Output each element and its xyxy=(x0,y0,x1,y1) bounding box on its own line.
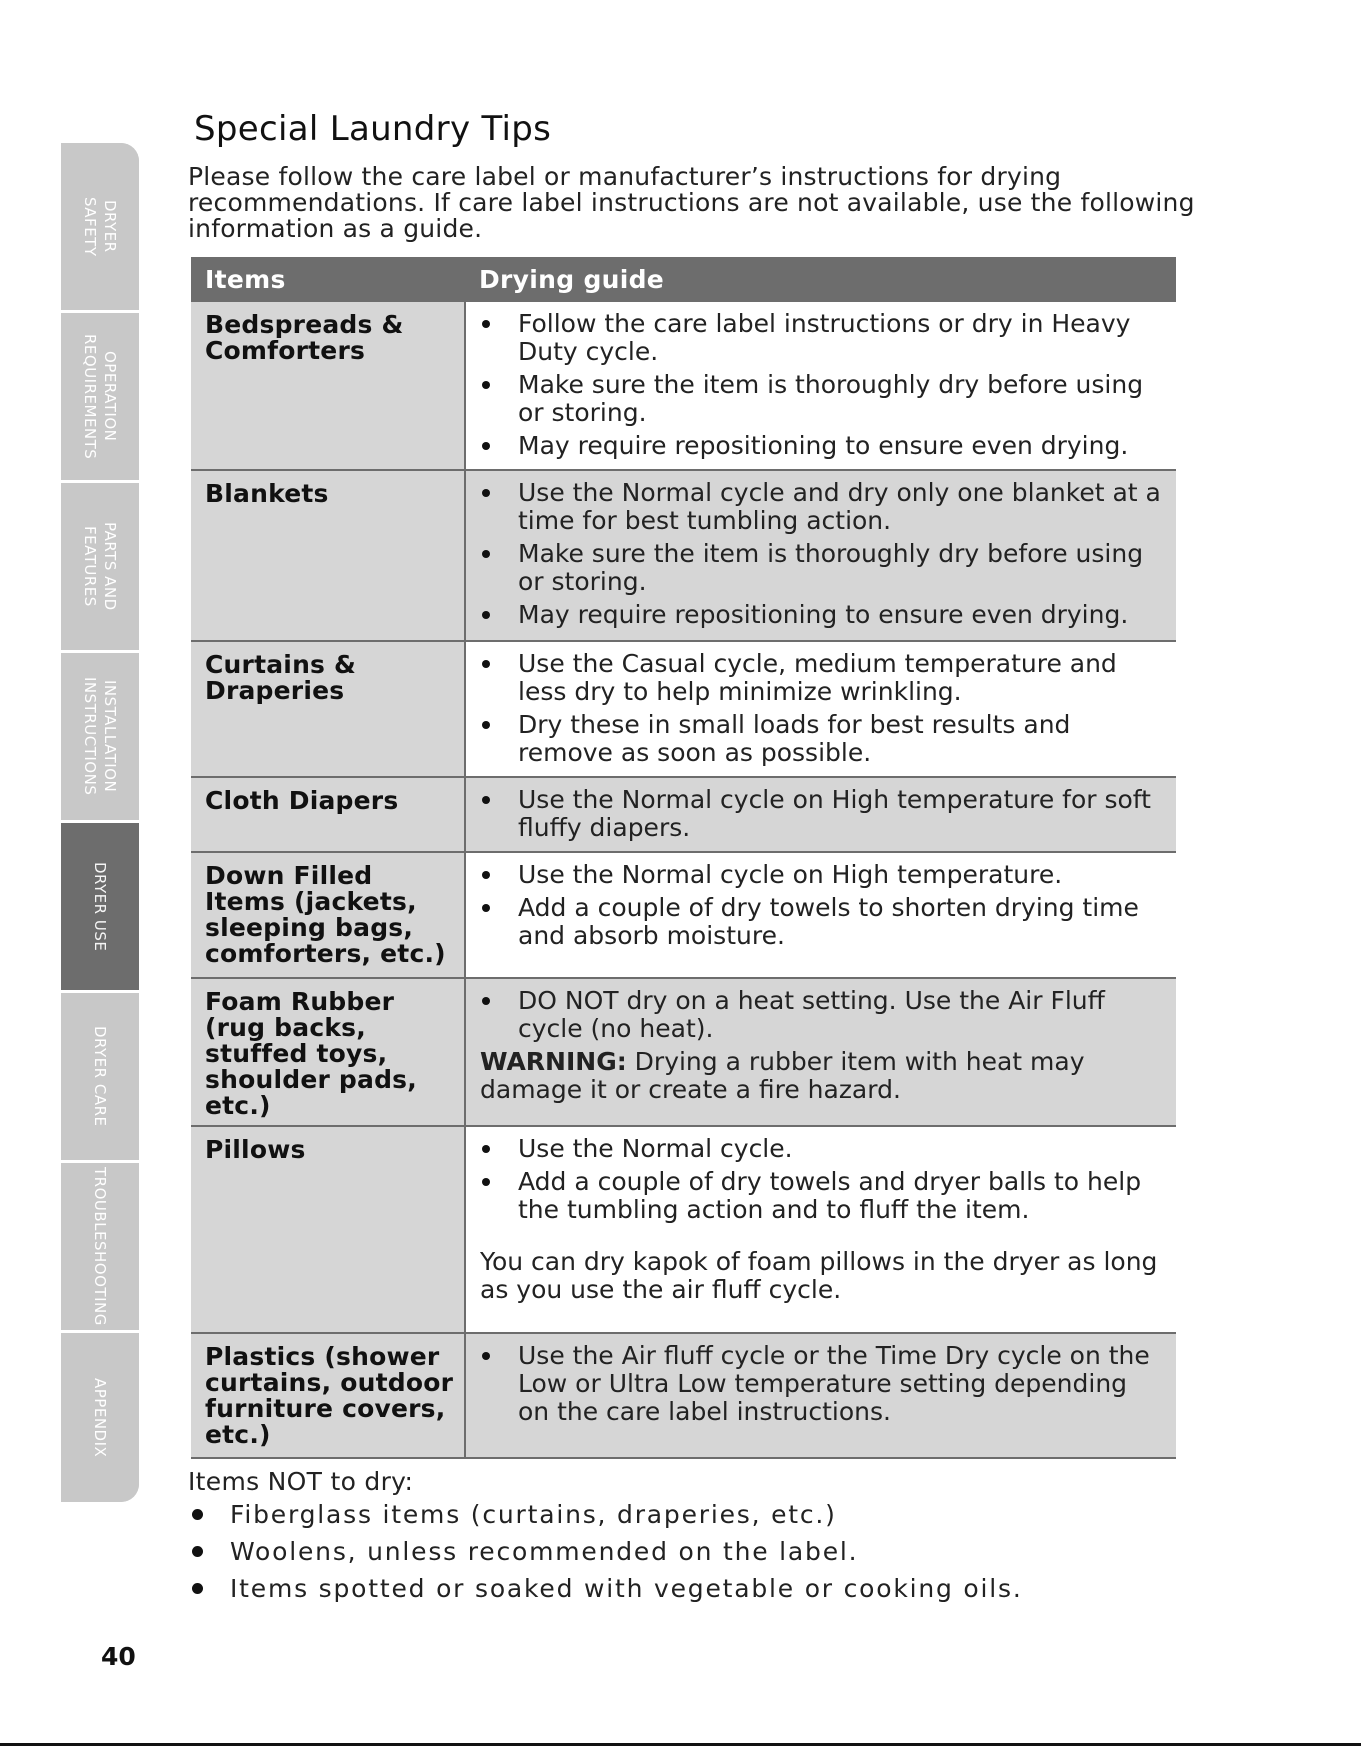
not-to-dry-heading: Items NOT to dry: xyxy=(188,1467,414,1496)
drying-guide-cell xyxy=(465,978,1176,1126)
table-row xyxy=(191,641,1176,777)
guide-bullet-list xyxy=(480,786,1166,842)
table-row xyxy=(191,1333,1176,1458)
guide-bullet: DO NOT dry on a heat setting. Use the Air Fluff cycle (no heat). xyxy=(480,987,1166,1043)
tab-label: DRYER SAFETY xyxy=(81,196,119,257)
guide-bullet: Make sure the item is thoroughly dry before using or storing. xyxy=(480,540,1166,596)
tab-label: DRYER CARE xyxy=(91,1026,109,1127)
drying-guide-cell xyxy=(465,302,1176,470)
not-to-dry-list xyxy=(188,1500,1023,1611)
list-item: Items spotted or soaked with vegetable or cooking oils. xyxy=(188,1574,1023,1611)
tab-appendix[interactable] xyxy=(61,1333,139,1502)
section-tabs xyxy=(61,143,139,1502)
tab-label: PARTS AND FEATURES xyxy=(81,522,119,611)
tab-dryer-care[interactable] xyxy=(61,993,139,1163)
guide-bullet-list xyxy=(480,310,1166,460)
guide-bullet: Use the Normal cycle and dry only one blanket at a time for best tumbling action. xyxy=(480,479,1166,535)
table-row xyxy=(191,777,1176,852)
list-item: Fiberglass items (curtains, draperies, etc.) xyxy=(188,1500,1023,1537)
item-name: Cloth Diapers xyxy=(191,777,465,852)
guide-bullet: May require repositioning to ensure even drying. xyxy=(480,432,1166,460)
table-row xyxy=(191,852,1176,978)
guide-bullet: Use the Normal cycle on High temperature. xyxy=(480,861,1166,889)
tab-installation-instructions[interactable] xyxy=(61,653,139,823)
tab-dryer-safety[interactable] xyxy=(61,143,139,313)
item-name: Blankets xyxy=(191,470,465,641)
guide-bullet-list xyxy=(480,1342,1166,1426)
header-drying-guide: Drying guide xyxy=(465,257,1176,302)
tab-label: OPERATION REQUIREMENTS xyxy=(81,333,119,460)
item-name: Plastics (shower curtains, outdoor furniture covers, etc.) xyxy=(191,1333,465,1458)
guide-bullet: May require repositioning to ensure even drying. xyxy=(480,601,1166,629)
table-row xyxy=(191,1126,1176,1333)
table-row xyxy=(191,470,1176,641)
guide-bullet: Follow the care label instructions or dry in Heavy Duty cycle. xyxy=(480,310,1166,366)
item-name: Pillows xyxy=(191,1126,465,1333)
tab-parts-and-features[interactable] xyxy=(61,483,139,653)
warning-note xyxy=(480,1048,1166,1104)
guide-bullet-list xyxy=(480,987,1166,1043)
page-number: 40 xyxy=(101,1642,136,1671)
drying-guide-cell xyxy=(465,641,1176,777)
warning-label: WARNING: xyxy=(480,1047,627,1076)
guide-bullet: Use the Air fluff cycle or the Time Dry cycle on the Low or Ultra Low temperature setting depending on the care label instructions. xyxy=(480,1342,1166,1426)
guide-bullet: Use the Normal cycle on High temperature for soft fluffy diapers. xyxy=(480,786,1166,842)
tab-operation-requirements[interactable] xyxy=(61,313,139,483)
guide-bullet: Make sure the item is thoroughly dry before using or storing. xyxy=(480,371,1166,427)
item-name: Down Filled Items (jackets, sleeping bags, comforters, etc.) xyxy=(191,852,465,978)
warning-text: Drying a rubber item with heat may damage it or create a fire hazard. xyxy=(480,1047,1085,1104)
guide-bullet: Add a couple of dry towels and dryer balls to help the tumbling action and to fluff the item. xyxy=(480,1168,1166,1224)
page-title: Special Laundry Tips xyxy=(194,109,552,149)
drying-guide-cell xyxy=(465,470,1176,641)
tab-troubleshooting[interactable] xyxy=(61,1163,139,1333)
guide-bullet-list xyxy=(480,1135,1166,1224)
guide-bullet: Add a couple of dry towels to shorten drying time and absorb moisture. xyxy=(480,894,1166,950)
header-items: Items xyxy=(191,257,465,302)
item-name: Foam Rubber (rug backs, stuffed toys, shoulder pads, etc.) xyxy=(191,978,465,1126)
tab-label: INSTALLATION INSTRUCTIONS xyxy=(81,677,119,796)
guide-bullet-list xyxy=(480,650,1166,767)
pillow-note: You can dry kapok of foam pillows in the dryer as long as you use the air fluff cycle. xyxy=(480,1247,1158,1304)
list-item: Woolens, unless recommended on the label. xyxy=(188,1537,1023,1574)
tab-label: TROUBLESHOOTING xyxy=(91,1167,109,1326)
tab-label: APPENDIX xyxy=(91,1377,109,1458)
table-header-row xyxy=(191,257,1176,302)
intro-paragraph: Please follow the care label or manufacturer’s instructions for drying recommendations. If care label instructions are not available, use the following information as a guide. xyxy=(188,162,1195,243)
drying-guide-cell xyxy=(465,777,1176,852)
page-bottom-rule xyxy=(0,1743,1361,1746)
drying-guide-cell xyxy=(465,1333,1176,1458)
drying-guide-table xyxy=(191,257,1176,1459)
item-name: Curtains & Draperies xyxy=(191,641,465,777)
tab-label: DRYER USE xyxy=(91,861,109,952)
item-name: Bedspreads & Comforters xyxy=(191,302,465,470)
table-row xyxy=(191,978,1176,1126)
guide-bullet: Use the Normal cycle. xyxy=(480,1135,1166,1163)
guide-bullet-list xyxy=(480,479,1166,629)
table-row xyxy=(191,302,1176,470)
tab-dryer-use[interactable] xyxy=(61,823,139,993)
drying-guide-cell xyxy=(465,1126,1176,1333)
guide-bullet: Use the Casual cycle, medium temperature and less dry to help minimize wrinkling. xyxy=(480,650,1166,706)
guide-bullet-list xyxy=(480,861,1166,950)
drying-guide-cell xyxy=(465,852,1176,978)
guide-bullet: Dry these in small loads for best results and remove as soon as possible. xyxy=(480,711,1166,767)
